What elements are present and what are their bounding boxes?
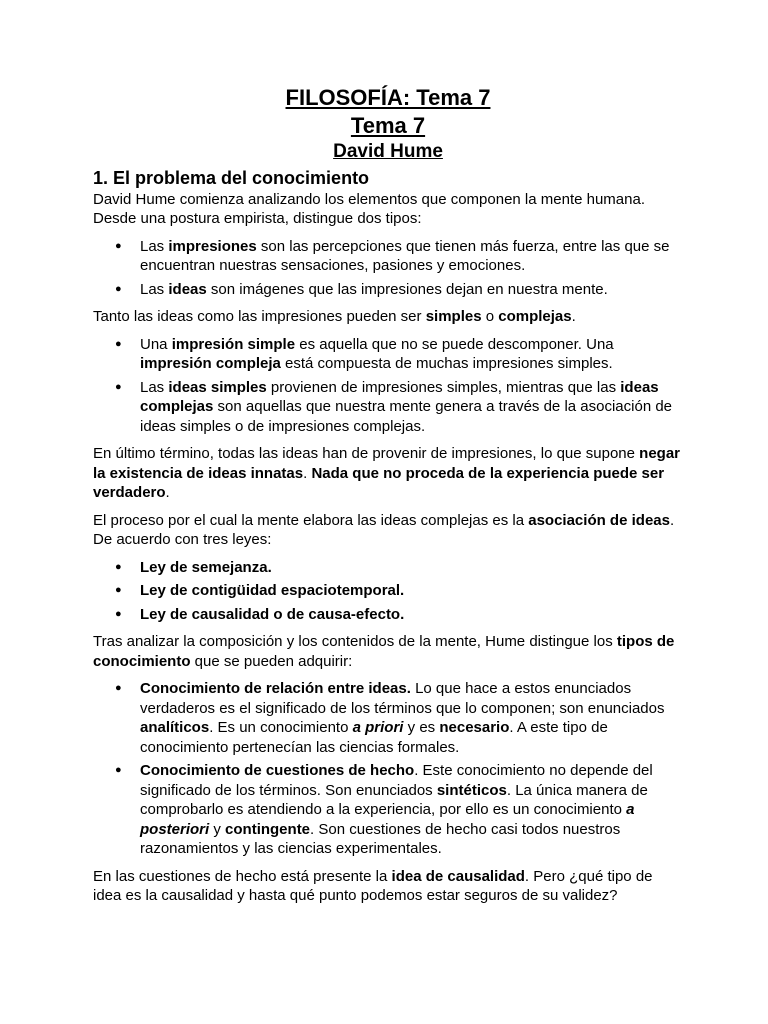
simple-complex-paragraph: Tanto las ideas como las impresiones pueden ser simples o complejas. (93, 308, 576, 326)
bullet-icon: ● (115, 682, 122, 695)
list-item: ● Conocimiento de relación entre ideas. Lo que hace a estos enunciados verdaderos es el significado de los términos que lo componen; son enunciados analíticos. Es un conocimiento a priori y es necesario. A este tipo de conocimiento pertenecían las ciencias formales. (115, 680, 665, 756)
causality-paragraph: En las cuestiones de hecho está presente la idea de causalidad. Pero ¿qué tipo de idea es la causalidad y hasta qué punto podemos estar seguros de su validez? (93, 867, 653, 905)
list-item: ● Las ideas son imágenes que las impresiones dejan en nuestra mente. (115, 280, 608, 298)
bullet-icon: ● (115, 560, 122, 573)
bullet-icon: ● (115, 337, 122, 350)
bullet-icon: ● (115, 239, 122, 252)
list-item: ● Una impresión simple es aquella que no se puede descomponer. Una impresión compleja está compuesta de muchas impresiones simples. (115, 335, 614, 373)
knowledge-types-list (93, 679, 683, 859)
bullet-icon: ● (115, 380, 122, 393)
bullet-icon: ● (115, 607, 122, 620)
intro-paragraph: David Hume comienza analizando los elementos que componen la mente humana. Desde una postura empirista, distingue dos tipos: (93, 190, 645, 228)
section-heading: 1. El problema del conocimiento (93, 167, 370, 188)
bullet-icon: ● (115, 584, 122, 597)
association-paragraph: El proceso por el cual la mente elabora las ideas complejas es la asociación de ideas. De acuerdo con tres leyes: (93, 511, 675, 549)
bullet-icon: ● (115, 764, 122, 777)
innate-ideas-paragraph: En último término, todas las ideas han de provenir de impresiones, lo que supone negar la existencia de ideas innatas. Nada que no proceda de la experiencia puede ser verdadero. (93, 445, 681, 502)
simple-complex-list (93, 335, 683, 437)
list-item: ● Ley de semejanza. (115, 558, 272, 576)
knowledge-intro-paragraph: Tras analizar la composición y los contenidos de la mente, Hume distingue los tipos de conocimiento que se pueden adquirir: (93, 633, 675, 670)
list-item: ● Conocimiento de cuestiones de hecho. Este conocimiento no depende del significado de los términos. Son enunciados sintéticos. La única manera de comprobarlo es atendiendo a la experiencia, por ello es un conocimiento a posteriori y contingente. Son cuestiones de hecho casi todos nuestros razonamientos y las ciencias experimentales. (115, 762, 653, 858)
mind-elements-list (93, 237, 683, 300)
laws-list (93, 558, 683, 625)
bullet-icon: ● (115, 282, 122, 295)
list-item: ● Las ideas simples provienen de impresiones simples, mientras que las ideas complejas son aquellas que nuestra mente genera a través de la asociación de ideas simples o de impresiones complejas. (115, 378, 673, 435)
document-subtitle: Tema 7 (350, 112, 426, 138)
list-item: ● Las impresiones son las percepciones que tienen más fuerza, entre las que se encuentran nuestras sensaciones, pasiones y emociones. (115, 237, 670, 275)
author-heading: David Hume (333, 141, 443, 162)
document-title: FILOSOFÍA: Tema 7 (285, 85, 491, 110)
document-page (93, 84, 683, 914)
list-item: ● Ley de causalidad o de causa-efecto. (115, 605, 405, 623)
list-item: ● Ley de contigüidad espaciotemporal. (115, 582, 405, 600)
